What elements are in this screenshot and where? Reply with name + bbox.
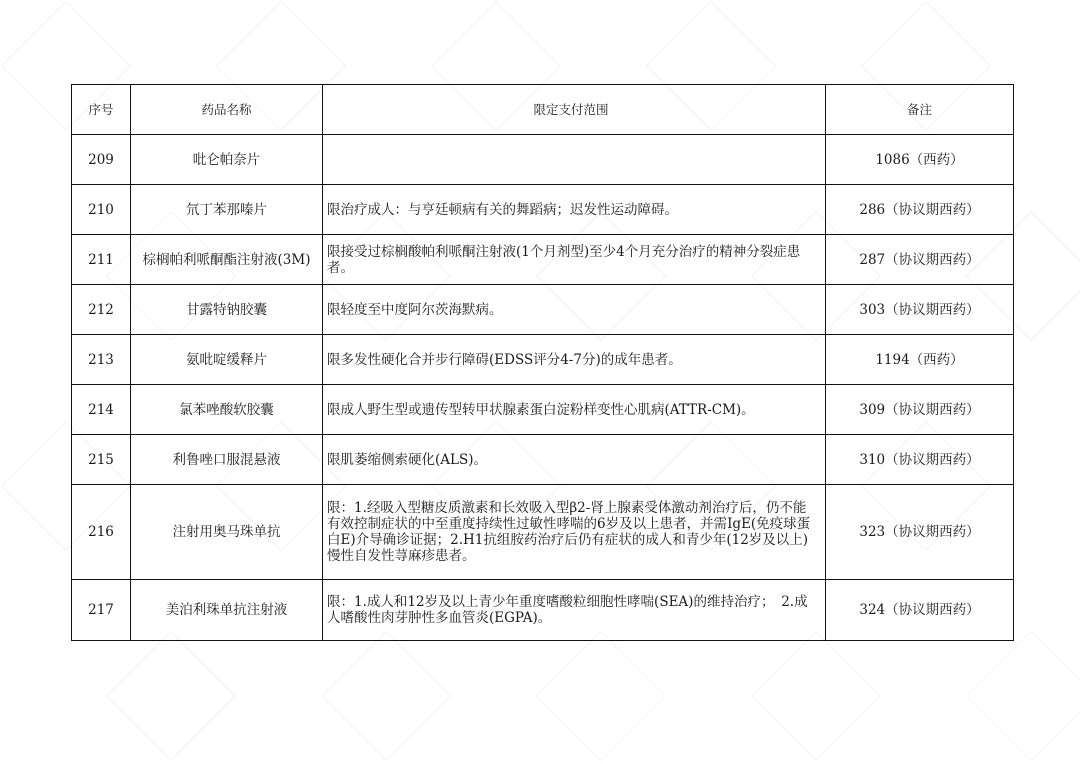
table-row (72, 235, 1014, 285)
table-row (72, 135, 1014, 185)
row-scope: 限治疗成人：与亨廷顿病有关的舞蹈病；迟发性运动障碍。 (323, 185, 826, 235)
row-name: 氨吡啶缓释片 (131, 335, 323, 385)
row-note: 309（协议期西药） (826, 385, 1014, 435)
row-note: 286（协议期西药） (826, 185, 1014, 235)
row-scope: 限轻度至中度阿尔茨海默病。 (323, 285, 826, 335)
header-name: 药品名称 (131, 85, 323, 135)
table-row (72, 285, 1014, 335)
row-note: 1194（西药） (826, 335, 1014, 385)
row-name: 吡仑帕奈片 (131, 135, 323, 185)
row-no: 217 (72, 580, 131, 641)
row-no: 209 (72, 135, 131, 185)
row-no: 215 (72, 435, 131, 485)
table-header-row (72, 85, 1014, 135)
row-name: 利鲁唑口服混悬液 (131, 435, 323, 485)
row-note: 310（协议期西药） (826, 435, 1014, 485)
row-scope: 限：1.成人和12岁及以上青少年重度嗜酸粒细胞性哮喘(SEA)的维持治疗； 2.成人嗜酸性肉芽肿性多血管炎(EGPA)。 (323, 580, 826, 641)
row-name: 氘丁苯那嗪片 (131, 185, 323, 235)
table-row (72, 385, 1014, 435)
row-scope: 限成人野生型或遗传型转甲状腺素蛋白淀粉样变性心肌病(ATTR-CM)。 (323, 385, 826, 435)
row-no: 211 (72, 235, 131, 285)
row-name: 美泊利珠单抗注射液 (131, 580, 323, 641)
drug-payment-table (71, 84, 1014, 641)
row-name: 氯苯唑酸软胶囊 (131, 385, 323, 435)
table-row (72, 335, 1014, 385)
row-name: 注射用奥马珠单抗 (131, 485, 323, 580)
row-scope: 限接受过棕榈酸帕利哌酮注射液(1个月剂型)至少4个月充分治疗的精神分裂症患者。 (323, 235, 826, 285)
row-scope (323, 135, 826, 185)
row-note: 323（协议期西药） (826, 485, 1014, 580)
row-note: 287（协议期西药） (826, 235, 1014, 285)
row-note: 324（协议期西药） (826, 580, 1014, 641)
header-note: 备注 (826, 85, 1014, 135)
table-row (72, 185, 1014, 235)
row-name: 棕榈帕利哌酮酯注射液(3M) (131, 235, 323, 285)
header-no: 序号 (72, 85, 131, 135)
row-scope: 限多发性硬化合并步行障碍(EDSS评分4-7分)的成年患者。 (323, 335, 826, 385)
table-row (72, 435, 1014, 485)
row-note: 303（协议期西药） (826, 285, 1014, 335)
row-no: 214 (72, 385, 131, 435)
row-note: 1086（西药） (826, 135, 1014, 185)
row-no: 216 (72, 485, 131, 580)
row-no: 212 (72, 285, 131, 335)
header-scope: 限定支付范围 (323, 85, 826, 135)
table-row (72, 485, 1014, 580)
row-scope: 限：1.经吸入型糖皮质激素和长效吸入型β2-肾上腺素受体激动剂治疗后，仍不能有效控制症状的中至重度持续性过敏性哮喘的6岁及以上患者，并需IgE(免疫球蛋白E)介导确诊证据；2.H1抗组胺药治疗后仍有症状的成人和青少年(12岁及以上)慢性自发性荨麻疹患者。 (323, 485, 826, 580)
row-scope: 限肌萎缩侧索硬化(ALS)。 (323, 435, 826, 485)
row-no: 210 (72, 185, 131, 235)
row-name: 甘露特钠胶囊 (131, 285, 323, 335)
row-no: 213 (72, 335, 131, 385)
table-row (72, 580, 1014, 641)
